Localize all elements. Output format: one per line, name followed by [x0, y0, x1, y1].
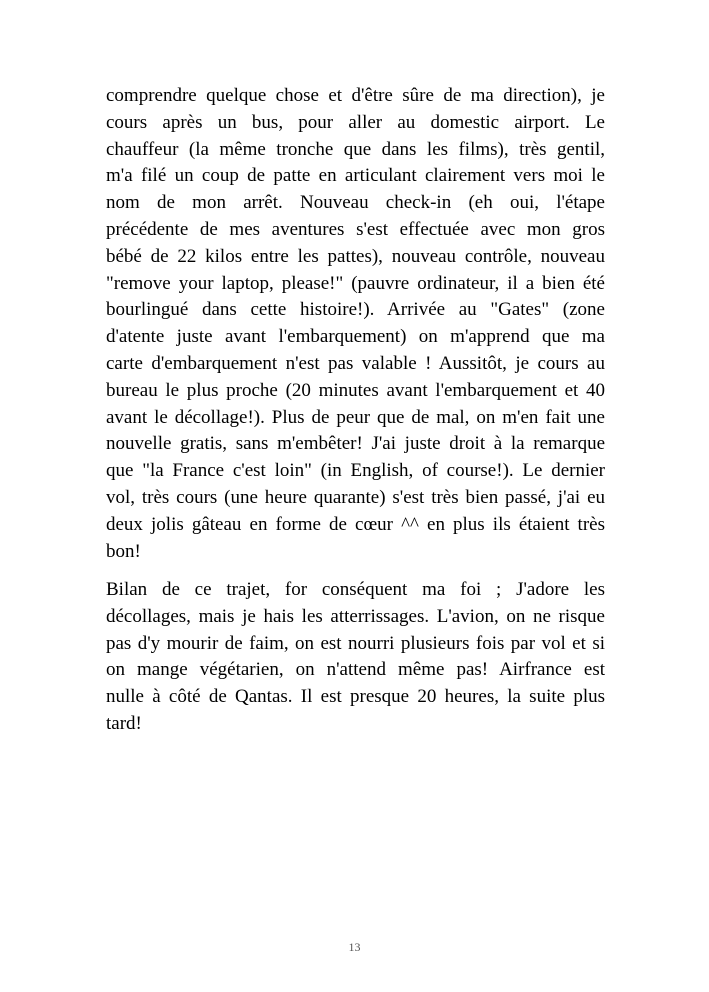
paragraph-line: m'a filé un coup de patte en articulant clairement vers moi le: [106, 165, 605, 187]
paragraph-line: comprendre quelque chose et d'être sûre de ma direction), je: [106, 85, 605, 106]
paragraph-line: pas d'y mourir de faim, on est nourri plusieurs fois par vol et si: [106, 632, 605, 654]
paragraph-line: tard!: [106, 712, 142, 734]
paragraph-line: d'atente juste avant l'embarquement) on m'apprend que ma: [106, 326, 605, 348]
paragraph-1: [106, 83, 605, 565]
paragraph-line: bourlingué dans cette histoire!). Arrivée au "Gates" (zone: [106, 299, 605, 321]
paragraph-line: avant le décollage!). Plus de peur que de mal, on m'en fait une: [106, 406, 605, 428]
paragraph-line: bébé de 22 kilos entre les pattes), nouveau contrôle, nouveau: [106, 245, 605, 267]
paragraph-line: deux jolis gâteau en forme de cœur ^^ en plus ils étaient très: [106, 513, 605, 535]
paragraph-line: cours après un bus, pour aller au domestic airport. Le: [106, 111, 605, 133]
paragraph-line: on mange végétarien, on n'attend même pas! Airfrance est: [106, 659, 605, 681]
paragraph-line: carte d'embarquement n'est pas valable ! Aussitôt, je cours au: [106, 352, 605, 374]
paragraph-line: nulle à côté de Qantas. Il est presque 20 heures, la suite plus: [106, 686, 605, 708]
paragraph-line: bureau le plus proche (20 minutes avant l'embarquement et 40: [106, 379, 605, 401]
paragraph-line: bon!: [106, 540, 141, 562]
paragraph-line: décollages, mais je hais les atterrissages. L'avion, on ne risque: [106, 605, 605, 627]
paragraph-line: nom de mon arrêt. Nouveau check-in (eh oui, l'étape: [106, 192, 605, 214]
paragraph-line: "remove your laptop, please!" (pauvre ordinateur, il a bien été: [106, 272, 605, 294]
paragraph-2: [106, 577, 605, 738]
paragraph-line: précédente de mes aventures s'est effectuée avec mon gros: [106, 218, 605, 240]
page-number: 13: [348, 940, 361, 954]
paragraph-line: nouvelle gratis, sans m'embêter! J'ai juste droit à la remarque: [106, 433, 605, 455]
paragraph-line: chauffeur (la même tronche que dans les films), très gentil,: [106, 138, 605, 160]
paragraph-line: que "la France c'est loin" (in English, of course!). Le dernier: [106, 460, 605, 482]
paragraph-line: Bilan de ce trajet, for conséquent ma foi ; J'adore les: [106, 579, 605, 600]
paragraph-line: vol, très cours (une heure quarante) s'est très bien passé, j'ai eu: [106, 486, 605, 508]
